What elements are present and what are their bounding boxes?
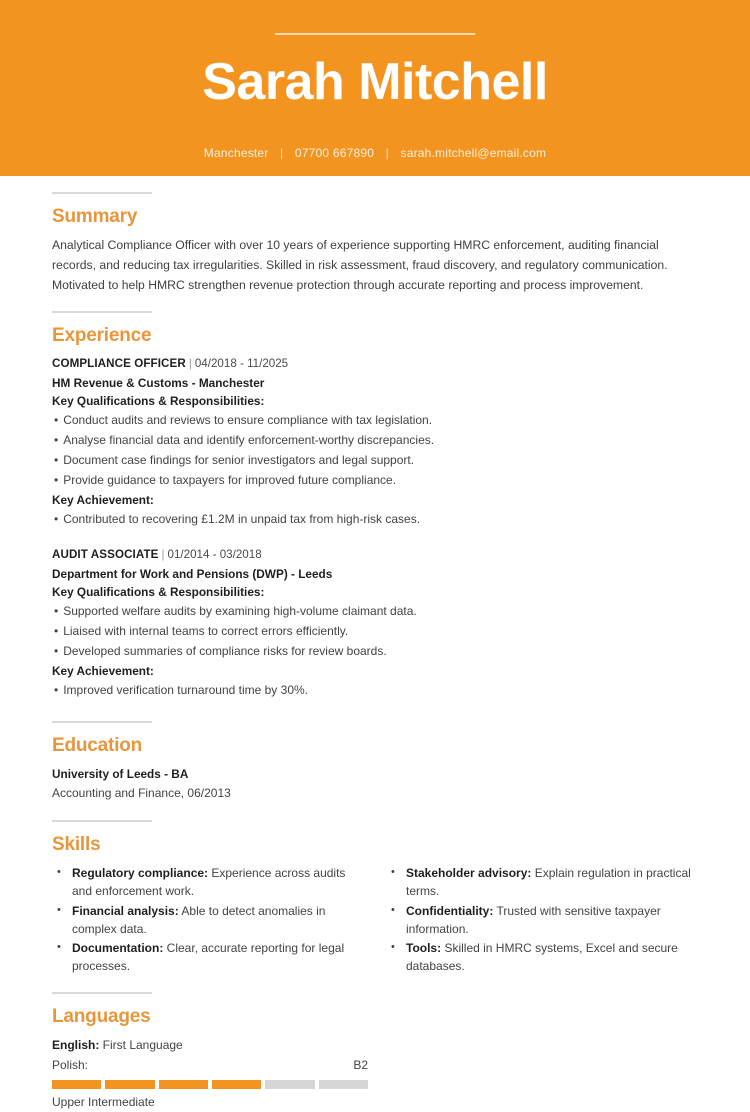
language-segment-filled: [159, 1080, 208, 1089]
education-item: [52, 765, 698, 804]
job-bullet-text: Improved verification turnaround time by 30%.: [63, 682, 308, 697]
job-separator: |: [188, 357, 192, 371]
language-segment-filled: [52, 1080, 101, 1089]
job-bullet: [52, 451, 698, 471]
job-dates: 01/2014 - 03/2018: [167, 548, 262, 562]
job-bullet: [52, 431, 698, 451]
language-proficiency-bar: [52, 1080, 368, 1089]
contact-email: sarah.mitchell@email.com: [400, 146, 547, 160]
skill-item: [52, 864, 364, 900]
section-title-education: Education: [52, 734, 143, 756]
experience-item: [52, 546, 698, 700]
skill-bullet-glyph: •: [391, 940, 395, 953]
section-title-summary: Summary: [52, 206, 138, 227]
job-bullet-text: Conduct audits and reviews to ensure compliance with tax legislation.: [63, 413, 433, 428]
job-bullet: [52, 411, 698, 431]
contact-separator-2: |: [385, 146, 389, 160]
language-value: First Language: [99, 1038, 183, 1053]
skill-name: Regulatory compliance:: [72, 866, 209, 881]
header-divider: [275, 33, 475, 35]
language-first: [52, 1036, 698, 1055]
job-bullet-text: Developed summaries of compliance risks for review boards.: [63, 644, 387, 659]
skill-text: Clear, accurate reporting for legal processes.: [72, 940, 345, 974]
job-bullet-text: Document case findings for senior investigators and legal support.: [63, 452, 415, 467]
skill-body: [72, 939, 364, 975]
page-title: Sarah Mitchell: [202, 53, 548, 111]
skill-text: Trusted with sensitive taxpayer information.: [406, 903, 661, 936]
job-bullet-text: Supported welfare audits by examining high-volume claimant data.: [63, 604, 417, 619]
skills-column-right: [386, 864, 698, 976]
resume-body: [0, 176, 750, 1112]
skill-text: Skilled in HMRC systems, Excel and secure databases.: [406, 940, 678, 974]
skill-bullet-glyph: •: [391, 903, 395, 916]
skill-text: Able to detect anomalies in complex data.: [72, 903, 326, 936]
language-level-badge: B2: [353, 1057, 368, 1072]
section-divider-summary: [52, 192, 152, 194]
job-achievement-label: Key Achievement:: [52, 492, 154, 507]
job-header: [52, 355, 698, 373]
section-title-languages: Languages: [52, 1006, 151, 1028]
language-segment-empty: [265, 1080, 314, 1089]
language-name: Polish:: [52, 1057, 89, 1072]
skill-item: [386, 864, 698, 900]
skill-bullet-glyph: •: [391, 866, 395, 879]
bullet-glyph: •: [54, 413, 59, 428]
job-bullet: [52, 681, 698, 701]
job-dates: 04/2018 - 11/2025: [194, 357, 289, 371]
job-separator: |: [161, 548, 165, 562]
skill-item: [52, 939, 364, 975]
contact-line: [0, 146, 750, 160]
job-bullet-text: Contributed to recovering £1.2M in unpaid tax from high-risk cases.: [63, 511, 421, 526]
job-responsibilities-label: Key Qualifications & Responsibilities:: [52, 394, 265, 409]
language-segment-empty: [319, 1080, 368, 1089]
bullet-glyph: •: [54, 433, 59, 448]
section-summary: [52, 176, 698, 295]
section-skills: [52, 804, 698, 976]
skill-body: [72, 864, 364, 900]
education-school: University of Leeds - BA: [52, 766, 189, 781]
contact-phone: 07700 667890: [294, 146, 375, 160]
job-bullet: [52, 642, 698, 662]
job-company: Department for Work and Pensions (DWP) - Leeds: [52, 566, 333, 581]
job-bullet-text: Analyse financial data and identify enforcement-worthy discrepancies.: [63, 433, 435, 448]
skill-body: [406, 902, 698, 938]
skill-item: [386, 939, 698, 975]
language-segment-filled: [105, 1080, 154, 1089]
experience-item: [52, 355, 698, 529]
contact-location: Manchester: [203, 146, 269, 160]
skill-text: Experience across audits and enforcement work.: [72, 866, 346, 899]
section-divider-education: [52, 721, 152, 723]
skill-name: Financial analysis:: [72, 903, 179, 918]
job-title: COMPLIANCE OFFICER: [52, 357, 186, 371]
skill-name: Tools:: [406, 940, 442, 955]
section-divider-experience: [52, 311, 152, 313]
job-bullet-text: Liaised with internal teams to correct errors efficiently.: [63, 624, 349, 639]
skills-columns: [52, 864, 698, 976]
bullet-glyph: •: [54, 604, 59, 619]
skill-bullet-glyph: •: [57, 866, 61, 879]
skill-item: [52, 902, 364, 938]
section-education: [52, 705, 698, 804]
job-bullet: [52, 510, 698, 530]
skills-column-left: [52, 864, 364, 976]
bullet-glyph: •: [54, 511, 59, 526]
skill-name: Confidentiality:: [406, 903, 494, 918]
section-experience: [52, 295, 698, 700]
section-title-skills: Skills: [52, 834, 101, 856]
skill-name: Stakeholder advisory:: [406, 866, 532, 881]
section-divider-languages: [52, 992, 152, 994]
bullet-glyph: •: [54, 452, 59, 467]
skill-bullet-glyph: •: [57, 940, 61, 953]
skill-text: Explain regulation in practical terms.: [406, 866, 691, 899]
job-bullet: [52, 602, 698, 622]
education-detail: Accounting and Finance, 06/2013: [52, 786, 231, 801]
skill-body: [72, 902, 364, 938]
bullet-glyph: •: [54, 644, 59, 659]
bullet-glyph: •: [54, 682, 59, 697]
section-languages: [52, 976, 698, 1112]
language-second-row: [52, 1056, 368, 1075]
skill-item: [386, 902, 698, 938]
job-bullet-text: Provide guidance to taxpayers for improved future compliance.: [63, 472, 397, 487]
skill-body: [406, 939, 698, 975]
bullet-glyph: •: [54, 472, 59, 487]
job-achievement-label: Key Achievement:: [52, 663, 154, 678]
job-title: AUDIT ASSOCIATE: [52, 548, 159, 562]
job-header: [52, 546, 698, 564]
job-bullet: [52, 622, 698, 642]
skill-body: [406, 864, 698, 900]
section-divider-skills: [52, 820, 152, 822]
language-name: English:: [52, 1038, 100, 1053]
contact-separator-1: |: [280, 146, 284, 160]
job-responsibilities-label: Key Qualifications & Responsibilities:: [52, 585, 265, 600]
job-bullet: [52, 471, 698, 491]
skill-name: Documentation:: [72, 940, 164, 955]
language-segment-filled: [212, 1080, 261, 1089]
section-title-experience: Experience: [52, 325, 152, 347]
language-proficiency-caption: Upper Intermediate: [52, 1094, 155, 1109]
summary-text: Analytical Compliance Officer with over 10 years of experience supporting HMRC enforcement, auditing financial records, and reducing tax irregularities. Skilled in risk assessment, fraud discovery, and regulatory communication. Motivated to help HMRC strengthen revenue protection through accurate reporting and process improvement.: [52, 238, 668, 292]
resume-header: [0, 0, 750, 176]
job-company: HM Revenue & Customs - Manchester: [52, 375, 265, 390]
skill-bullet-glyph: •: [57, 903, 61, 916]
bullet-glyph: •: [54, 624, 59, 639]
